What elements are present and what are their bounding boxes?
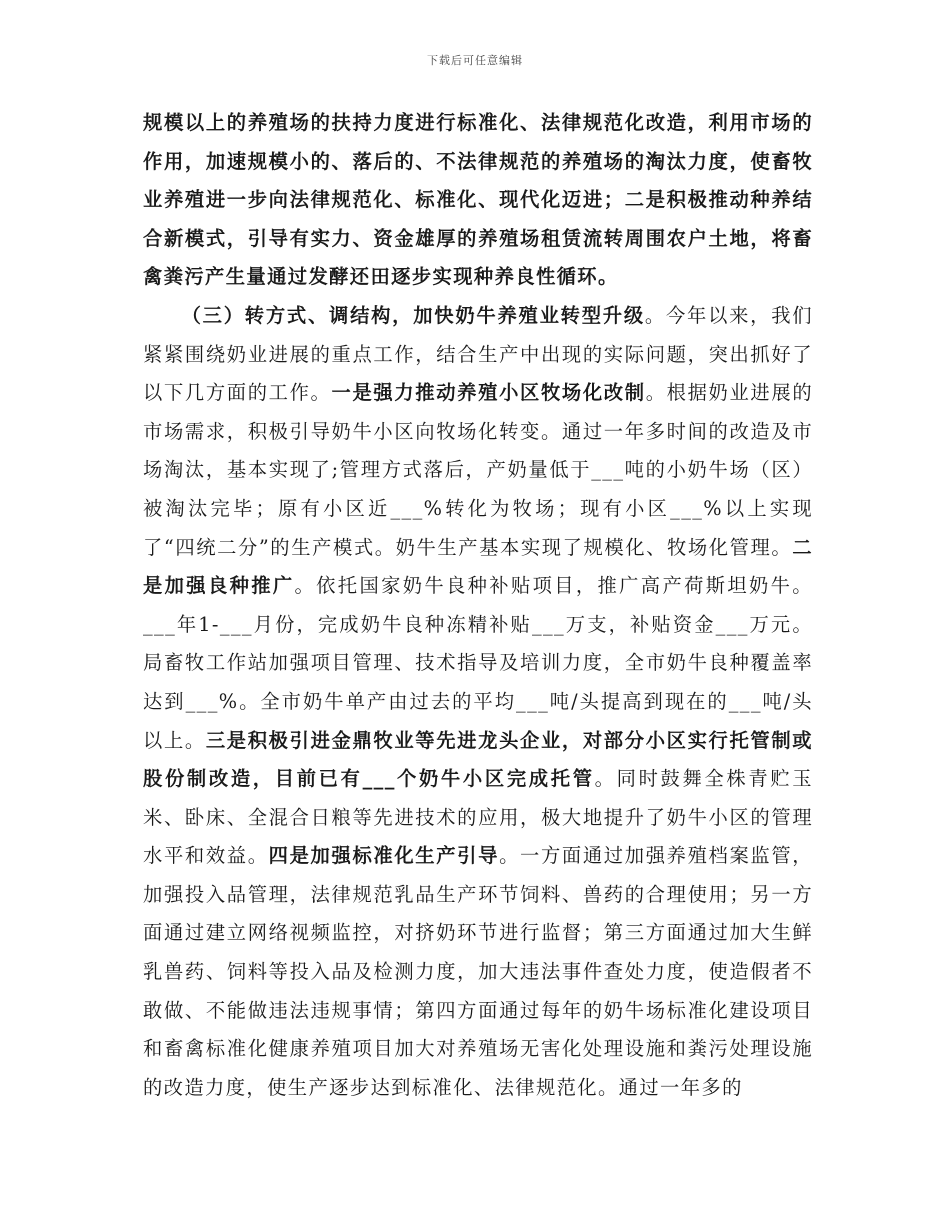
point-heading-4: 四是加强标准化生产引导 [268, 844, 500, 868]
point-heading-2: 二是加强良种推广 [143, 535, 813, 598]
body-text: 。同时鼓舞全株青贮玉米、卧床、全混合日粮等先进技术的应用，极大地提升了奶牛小区的管理水平和效益。 [143, 767, 813, 868]
point-heading-3: 三是积极引进金鼎牧业等先进龙头企业，对部分小区实行托管制或股份制改造，目前已有___个奶牛小区完成托管 [143, 728, 813, 791]
body-text: 。根据奶业进展的市场需求，积极引导奶牛小区向牧场化转变。通过一年多时间的改造及市场淘汰，基本实现了;管理方式落后，产奶量低于___吨的小奶牛场（区）被淘汰完毕；原有小区近___%转化为牧场；现有小区___%以上实现了“四统二分”的生产模式。奶牛生产基本实现了规模化、牧场化管理。 [143, 381, 814, 559]
paragraph-1 [143, 104, 813, 297]
paragraph-1-text: 规模以上的养殖场的扶持力度进行标准化、法律规范化改造，利用市场的作用，加速规模小的、落后的、不法律规范的养殖场的淘汰力度，使畜牧业养殖进一步向法律规范化、标准化、现代化迈进；二是积极推动种养结合新模式，引导有实力、资金雄厚的养殖场租赁流转周围农户土地，将畜禽粪污产生量通过发酵还田逐步实现种养良性循环。 [143, 111, 813, 289]
paragraph-2 [143, 297, 813, 1107]
body-text: 。一方面通过加强养殖档案监管，加强投入品管理，法律规范乳品生产环节饲料、兽药的合理使用；另一方面通过建立网络视频监控，对挤奶环节进行监督；第三方面通过加大生鲜乳兽药、饲料等投入品及检测力度，加大违法事件查处力度，使造假者不敢做、不能做违法违规事情；第四方面通过每年的奶牛场标准化建设项目和畜禽标准化健康养殖项目加大对养殖场无害化处理设施和粪污处理设施的改造力度，使生产逐步达到标准化、法律规范化。通过一年多的 [143, 844, 813, 1099]
body-text: 。依托国家奶牛良种补贴项目，推广高产荷斯坦奶牛。___年1-___月份，完成奶牛良种冻精补贴___万支，补贴资金___万元。局畜牧工作站加强项目管理、技术指导及培训力度，全市奶牛良种覆盖率达到___%。全市奶牛单产由过去的平均___吨/头提高到现在的___吨/头以上。 [143, 574, 813, 752]
document-body [143, 104, 813, 1107]
body-text: 。今年以来，我们紧紧围绕奶业进展的重点工作，结合生产中出现的实际问题，突出抓好了以下几方面的工作。 [143, 303, 813, 405]
point-heading-1: 一是强力推动养殖小区牧场化改制 [331, 381, 646, 405]
section-heading-3: （三）转方式、调结构，加快奶牛养殖业转型升级 [181, 303, 645, 327]
page-header: 下载后可任意编辑 [427, 54, 523, 67]
